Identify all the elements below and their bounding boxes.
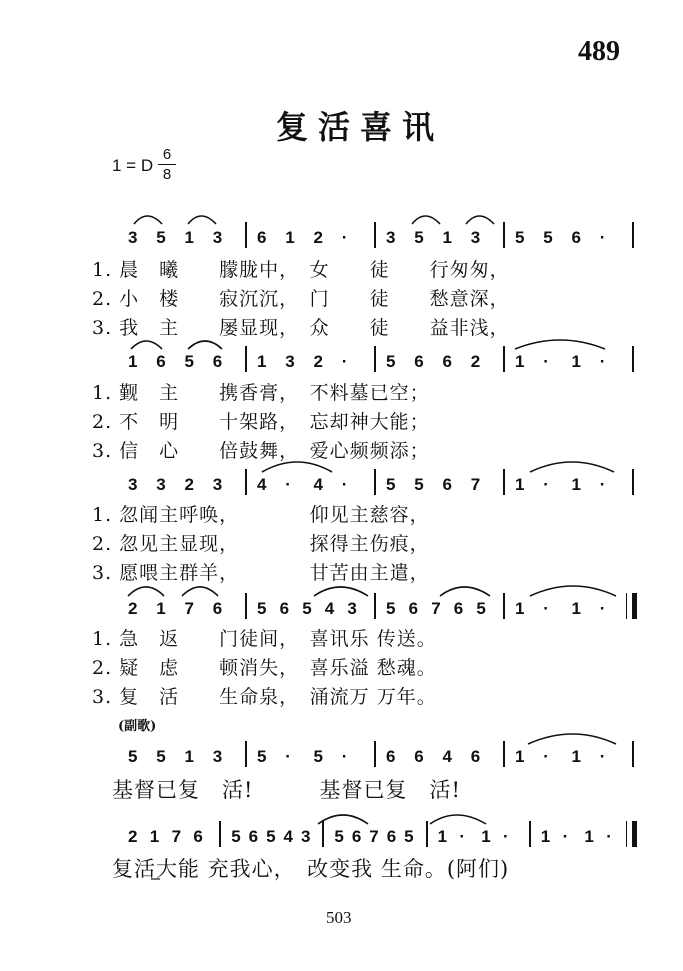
barline xyxy=(503,741,505,767)
note: 4 xyxy=(283,827,293,846)
note: 5 xyxy=(184,352,194,371)
chorus-lyric-line-2: 复活大能 充我心， 改变我 生命。(阿们) xyxy=(112,857,510,881)
note: 1 xyxy=(515,599,525,618)
note: 3 xyxy=(300,827,311,846)
note: 1 xyxy=(442,228,452,247)
note: 5 xyxy=(156,747,166,766)
barline xyxy=(245,593,247,619)
barline xyxy=(245,469,247,495)
verse-1-line-3: 1. 忽闻主呼唤， 仰见主慈容， xyxy=(92,504,430,526)
note: 6 xyxy=(386,827,397,846)
note: 3 xyxy=(212,475,223,494)
note: 6 xyxy=(212,352,223,371)
barline xyxy=(632,346,634,372)
note: 2 xyxy=(128,827,138,846)
verse-2-line-3: 2. 忽见主显现， 探得主伤痕， xyxy=(92,533,430,555)
note: 6 xyxy=(248,827,259,846)
note: 7 xyxy=(431,599,441,618)
note: 4 xyxy=(257,475,267,494)
page-number: 503 xyxy=(326,908,352,927)
verse-1-line-1: 1. 晨 曦 朦胧中， 女 徒 行匆匆， xyxy=(92,259,510,281)
note: 1 xyxy=(481,827,491,846)
duration-dot: · xyxy=(599,475,606,494)
note: 5 xyxy=(414,228,424,247)
note: 4 xyxy=(313,475,323,494)
note: 1 xyxy=(437,827,448,846)
note: 1 xyxy=(584,827,594,846)
barline xyxy=(529,821,531,847)
duration-dot: · xyxy=(503,827,509,846)
duration-dot: · xyxy=(285,475,291,494)
barline xyxy=(503,346,505,372)
barline xyxy=(632,741,634,767)
note: 6 xyxy=(212,599,223,618)
barline xyxy=(503,593,505,619)
note: 2 xyxy=(128,599,138,618)
note: 5 xyxy=(386,475,396,494)
duration-dot: · xyxy=(341,747,348,766)
note: 1 xyxy=(257,352,267,371)
chorus-lyric-line-1: 基督已复 活! 基督已复 活! xyxy=(112,778,461,802)
verse-3-line-4: 3. 复 活 生命泉， 涌流万 万年。 xyxy=(92,686,437,708)
note: 1 xyxy=(184,228,194,247)
final-barline xyxy=(632,593,637,619)
note: 2 xyxy=(313,352,323,371)
note: 1 xyxy=(128,352,138,371)
duration-dot: · xyxy=(341,352,348,371)
note: 6 xyxy=(156,352,166,371)
note: 5 xyxy=(128,747,138,766)
note: 5 xyxy=(386,599,396,618)
note: 3 xyxy=(212,747,223,766)
duration-dot: · xyxy=(543,352,549,371)
note: 5 xyxy=(156,228,166,247)
note: 3 xyxy=(128,475,138,494)
time-signature-bottom: 8 xyxy=(162,166,172,183)
note: 1 xyxy=(571,475,581,494)
note: 5 xyxy=(313,747,323,766)
note: 6 xyxy=(442,475,452,494)
hymn-number: 489 xyxy=(578,36,620,67)
note: 5 xyxy=(231,827,241,846)
duration-dot: · xyxy=(543,599,549,618)
time-signature-top: 6 xyxy=(162,146,172,163)
note: 3 xyxy=(470,228,481,247)
note: 3 xyxy=(386,228,396,247)
note: 3 xyxy=(285,352,295,371)
verse-3-line-3: 3. 愿喂主群羊， 甘苦由主遣， xyxy=(92,562,430,584)
note: 2 xyxy=(470,352,481,371)
barline xyxy=(322,821,324,847)
barline xyxy=(626,593,627,619)
hymn-title: 复活喜讯 xyxy=(276,108,445,146)
note: 3 xyxy=(156,475,166,494)
duration-dot: · xyxy=(599,747,606,766)
duration-dot: · xyxy=(459,827,466,846)
note: 5 xyxy=(266,827,276,846)
time-signature-bar xyxy=(158,164,176,165)
notation-line-4 xyxy=(0,595,683,623)
note: 6 xyxy=(442,352,452,371)
note: 5 xyxy=(386,352,396,371)
barline xyxy=(374,346,376,372)
note: 1 xyxy=(515,352,525,371)
note: 6 xyxy=(279,599,290,618)
barline xyxy=(426,821,428,847)
note: 5 xyxy=(334,827,344,846)
barline xyxy=(374,741,376,767)
note: 1 xyxy=(571,599,581,618)
duration-dot: · xyxy=(341,228,348,247)
barline xyxy=(245,222,247,248)
slur xyxy=(412,216,440,224)
note: 4 xyxy=(442,747,452,766)
note: 7 xyxy=(171,827,182,846)
note: 5 xyxy=(257,599,267,618)
note: 7 xyxy=(184,599,194,618)
note: 6 xyxy=(386,747,396,766)
verse-3-line-2: 3. 信 心 倍鼓舞， 爱心频频添； xyxy=(92,440,430,462)
key-signature: 1 = D xyxy=(112,156,154,175)
duration-dot: · xyxy=(543,747,549,766)
duration-dot: · xyxy=(599,599,606,618)
duration-dot: · xyxy=(341,475,348,494)
note: 1 xyxy=(149,827,160,846)
note: 3 xyxy=(128,228,138,247)
note: 5 xyxy=(414,475,424,494)
note: 6 xyxy=(414,747,424,766)
note: 1 xyxy=(515,475,525,494)
verse-2-line-4: 2. 疑 虑 顿消失， 喜乐溢 愁魂。 xyxy=(92,657,437,679)
note: 5 xyxy=(257,747,267,766)
duration-dot: · xyxy=(606,827,612,846)
time-signature xyxy=(158,146,176,183)
note: 6 xyxy=(571,228,581,247)
note: 5 xyxy=(476,599,486,618)
final-barline xyxy=(632,821,637,847)
verse-2-line-1: 2. 小 楼 寂沉沉， 门 徒 愁意深， xyxy=(92,288,510,310)
barline xyxy=(503,222,505,248)
note: 6 xyxy=(351,827,362,846)
note: 5 xyxy=(404,827,414,846)
duration-dot: · xyxy=(562,827,569,846)
note: 1 xyxy=(515,747,525,766)
note: 1 xyxy=(285,228,295,247)
note: 6 xyxy=(470,747,481,766)
note: 5 xyxy=(543,228,553,247)
slur xyxy=(134,216,162,224)
note: 6 xyxy=(408,599,419,618)
barline xyxy=(374,222,376,248)
duration-dot: · xyxy=(599,352,606,371)
verse-1-line-2: 1. 觐 主 携香膏， 不料墓已空； xyxy=(92,382,430,404)
note: 6 xyxy=(257,228,267,247)
note: 1 xyxy=(184,747,194,766)
barline xyxy=(632,469,634,495)
note: 5 xyxy=(302,599,312,618)
note: 5 xyxy=(515,228,525,247)
chorus-notation-line-1 xyxy=(0,743,683,771)
verse-3-line-1: 3. 我 主 屡显现， 众 徒 益非浅， xyxy=(92,317,510,339)
duration-dot: · xyxy=(543,475,549,494)
note: 2 xyxy=(184,475,194,494)
duration-dot: · xyxy=(285,747,291,766)
barline xyxy=(219,821,221,847)
note: 7 xyxy=(369,827,379,846)
barline xyxy=(626,821,627,847)
barline xyxy=(632,222,634,248)
notation-line-3 xyxy=(0,471,683,499)
note: 3 xyxy=(347,599,357,618)
note: 4 xyxy=(324,599,335,618)
barline xyxy=(245,346,247,372)
note: 2 xyxy=(313,228,323,247)
barline xyxy=(374,469,376,495)
barline xyxy=(503,469,505,495)
verse-1-line-4: 1. 急 返 门徒间， 喜讯乐 传送。 xyxy=(92,628,437,650)
chorus-notation-line-2 xyxy=(0,823,683,851)
note: 7 xyxy=(470,475,481,494)
note: 6 xyxy=(414,352,424,371)
barline xyxy=(245,741,247,767)
slur xyxy=(188,216,216,224)
note: 1 xyxy=(571,747,581,766)
note: 6 xyxy=(453,599,464,618)
notation-line-1 xyxy=(0,224,683,252)
duration-dot: · xyxy=(599,228,606,247)
note: 6 xyxy=(193,827,203,846)
notation-line-2 xyxy=(0,348,683,376)
slur xyxy=(466,216,494,224)
note: 1 xyxy=(156,599,166,618)
barline xyxy=(374,593,376,619)
chorus-label: (副歌) xyxy=(118,719,157,734)
verse-2-line-2: 2. 不 明 十架路， 忘却神大能； xyxy=(92,411,430,433)
note: 1 xyxy=(571,352,581,371)
note: 1 xyxy=(540,827,551,846)
note: 3 xyxy=(212,228,223,247)
